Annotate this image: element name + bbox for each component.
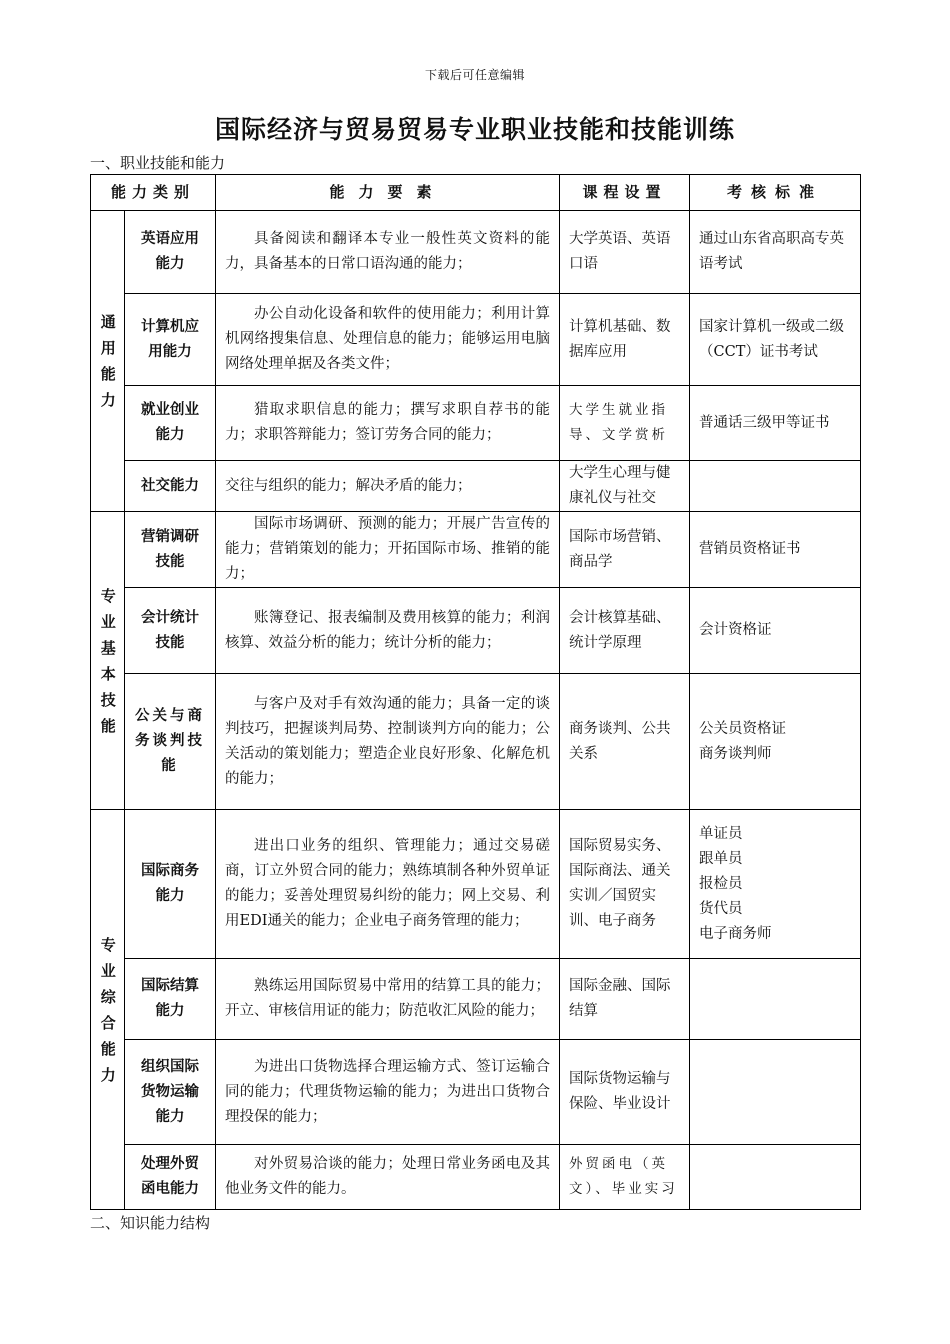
skill-standard: 国家计算机一级或二级（CCT）证书考试 <box>690 294 861 386</box>
skill-standard: 单证员 跟单员 报检员 货代员 电子商务师 <box>690 810 861 959</box>
skill-name: 处理外贸函电能力 <box>125 1145 216 1210</box>
skill-elements: 与客户及对手有效沟通的能力；具备一定的谈判技巧，把握谈判局势、控制谈判方向的能力；公关活动的策划能力；塑造企业良好形象、化解危机的能力； <box>216 674 560 810</box>
skill-name: 社交能力 <box>125 461 216 512</box>
skill-name: 组织国际货物运输能力 <box>125 1040 216 1145</box>
table-row <box>91 386 861 461</box>
skill-standard <box>690 1145 861 1210</box>
skill-courses: 大学生心理与健康礼仪与社交 <box>560 461 690 512</box>
skill-standard <box>690 461 861 512</box>
skill-elements: 交往与组织的能力；解决矛盾的能力； <box>216 461 560 512</box>
skill-name: 国际结算能力 <box>125 959 216 1040</box>
table-row <box>91 461 861 512</box>
group-label: 通用能力 <box>91 211 125 512</box>
table-row <box>91 1145 861 1210</box>
skill-elements: 办公自动化设备和软件的使用能力；利用计算机网络搜集信息、处理信息的能力；能够运用电脑网络处理单据及各类文件； <box>216 294 560 386</box>
table-row <box>91 512 861 588</box>
table-row <box>91 211 861 294</box>
skills-table <box>90 174 861 1210</box>
skill-courses: 国际市场营销、商品学 <box>560 512 690 588</box>
skill-name: 就业创业能力 <box>125 386 216 461</box>
group-label: 专业综合能力 <box>91 810 125 1210</box>
skill-elements: 国际市场调研、预测的能力；开展广告宣传的能力；营销策划的能力；开拓国际市场、推销的能力； <box>216 512 560 588</box>
table-row <box>91 810 861 959</box>
table-header-row <box>91 175 861 211</box>
skill-name: 会计统计技能 <box>125 588 216 674</box>
skill-name: 国际商务能力 <box>125 810 216 959</box>
skill-standard: 会计资格证 <box>690 588 861 674</box>
skill-courses: 大学英语、英语口语 <box>560 211 690 294</box>
skill-name: 计算机应用能力 <box>125 294 216 386</box>
section-heading-2: 二、知识能力结构 <box>90 1214 211 1232</box>
skill-elements: 账簿登记、报表编制及费用核算的能力；利润核算、效益分析的能力；统计分析的能力； <box>216 588 560 674</box>
header-standard: 考核标准 <box>690 175 861 211</box>
skill-courses: 会计核算基础、统计学原理 <box>560 588 690 674</box>
table-row <box>91 959 861 1040</box>
skill-standard <box>690 959 861 1040</box>
header-note: 下载后可任意编辑 <box>424 68 525 82</box>
skill-standard: 营销员资格证书 <box>690 512 861 588</box>
table-row <box>91 294 861 386</box>
skill-standard: 通过山东省高职高专英语考试 <box>690 211 861 294</box>
table-row <box>91 1040 861 1145</box>
skill-name: 公关与商务谈判技能 <box>125 674 216 810</box>
skill-elements: 对外贸易洽谈的能力；处理日常业务函电及其他业务文件的能力。 <box>216 1145 560 1210</box>
skill-elements: 熟练运用国际贸易中常用的结算工具的能力；开立、审核信用证的能力；防范收汇风险的能力； <box>216 959 560 1040</box>
document-title: 国际经济与贸易贸易专业职业技能和技能训练 <box>214 115 735 144</box>
skill-courses: 国际货物运输与保险、毕业设计 <box>560 1040 690 1145</box>
skill-name: 营销调研技能 <box>125 512 216 588</box>
skill-courses: 外贸函电（英文）、毕业实习 <box>560 1145 690 1210</box>
skill-standard: 普通话三级甲等证书 <box>690 386 861 461</box>
skill-elements: 猎取求职信息的能力；撰写求职自荐书的能力；求职答辩能力；签订劳务合同的能力； <box>216 386 560 461</box>
skill-standard <box>690 1040 861 1145</box>
skill-elements: 进出口业务的组织、管理能力；通过交易磋商，订立外贸合同的能力；熟练填制各种外贸单证的能力；妥善处理贸易纠纷的能力；网上交易、利用EDI通关的能力；企业电子商务管理的能力； <box>216 810 560 959</box>
skill-courses: 商务谈判、公共关系 <box>560 674 690 810</box>
skill-standard: 公关员资格证 商务谈判师 <box>690 674 861 810</box>
table-row <box>91 588 861 674</box>
skill-courses: 大学生就业指导、文学赏析 <box>560 386 690 461</box>
table-row <box>91 674 861 810</box>
skill-courses: 国际金融、国际结算 <box>560 959 690 1040</box>
skill-courses: 国际贸易实务、国际商法、通关实训／国贸实训、电子商务 <box>560 810 690 959</box>
skill-courses: 计算机基础、数据库应用 <box>560 294 690 386</box>
header-elements: 能力要素 <box>216 175 560 211</box>
skill-elements: 为进出口货物选择合理运输方式、签订运输合同的能力；代理货物运输的能力；为进出口货物合理投保的能力； <box>216 1040 560 1145</box>
group-label: 专业基本技能 <box>91 512 125 810</box>
skill-elements: 具备阅读和翻译本专业一般性英文资料的能力，具备基本的日常口语沟通的能力； <box>216 211 560 294</box>
section-heading-1: 一、职业技能和能力 <box>90 154 226 172</box>
header-category: 能力类别 <box>91 175 216 211</box>
header-courses: 课程设置 <box>560 175 690 211</box>
skill-name: 英语应用能力 <box>125 211 216 294</box>
